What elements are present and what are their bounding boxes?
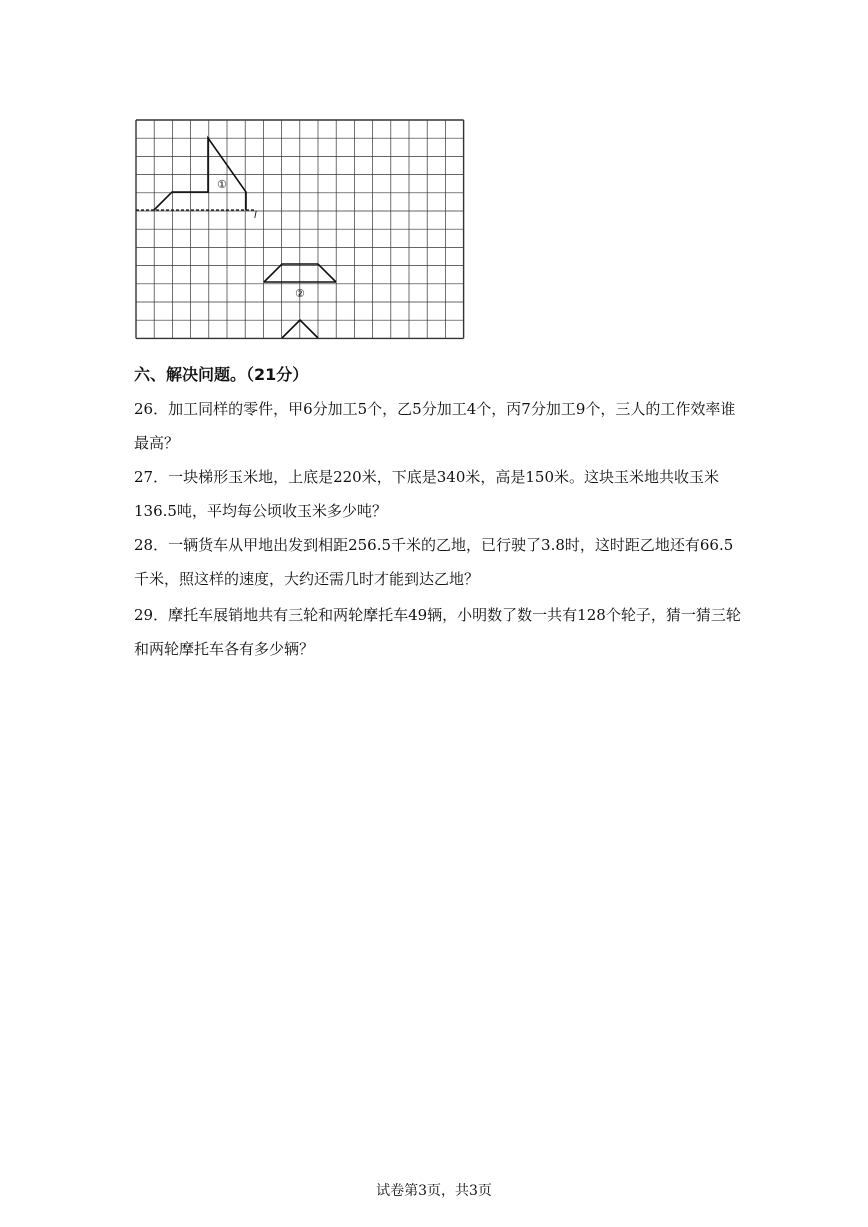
- question-26-text: 加工同样的零件，甲6分加工5个，乙5分加工4个，丙7分加工9个，三人的工作效率谁最高？: [134, 400, 736, 452]
- question-26-number: 26．: [134, 400, 169, 418]
- question-29: [134, 598, 744, 666]
- section-heading: 六、解决问题。（21分）: [134, 365, 309, 384]
- page-footer: 试卷第3页，共3页: [376, 1183, 492, 1199]
- grid-lines: [136, 120, 464, 338]
- shapes: [136, 138, 336, 338]
- question-28-number: 28．: [134, 536, 169, 554]
- question-28: [134, 528, 744, 596]
- shape-1-outline: [154, 138, 246, 210]
- question-27-text: 一块梯形玉米地，上底是220米，下底是340米，高是150米。这块玉米地共收玉米136.5吨，平均每公顷收玉米多少吨？: [134, 468, 719, 520]
- question-28-text: 一辆货车从甲地出发到相距256.5千米的乙地，已行驶了3.8时，这时距乙地还有66.5千米，照这样的速度，大约还需几时才能到达乙地？: [134, 536, 734, 588]
- shape-2-label: ②: [295, 287, 305, 300]
- question-29-number: 29．: [134, 606, 169, 624]
- question-29-text: 摩托车展销地共有三轮和两轮摩托车49辆，小明数了数一共有128个轮子，猜一猜三轮和两轮摩托车各有多少辆？: [134, 606, 741, 658]
- question-27-number: 27．: [134, 468, 169, 486]
- axis-label-l: l: [254, 210, 257, 221]
- shape-1-label: ①: [217, 178, 227, 191]
- question-27: [134, 460, 744, 528]
- grid-figure: [134, 118, 466, 342]
- question-26: [134, 392, 744, 460]
